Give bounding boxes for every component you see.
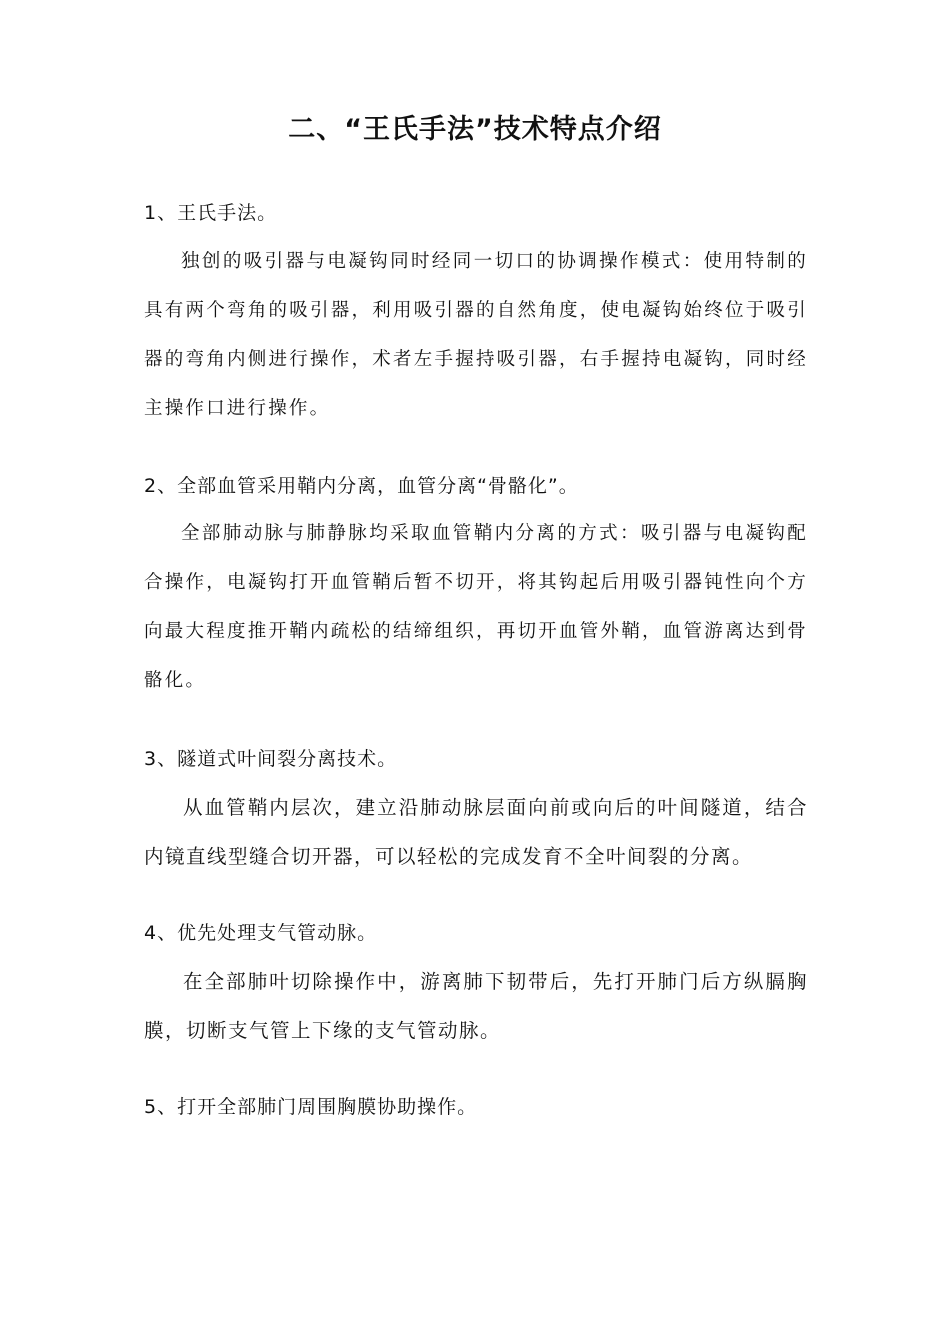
section-2-heading: 2、全部血管采用鞘内分离，血管分离“骨骼化”。 [144,475,579,497]
document-title: 二、“王氏手法”技术特点介绍 [288,114,662,145]
section-4-body: 在全部肺叶切除操作中，游离肺下韧带后，先打开肺门后方纵膈胸膜，切断支气管上下缘的支气管动脉。 [144,970,808,1042]
section-3-body: 从血管鞘内层次，建立沿肺动脉层面向前或向后的叶间隧道，结合内镜直线型缝合切开器，可以轻松的完成发育不全叶间裂的分离。 [144,796,808,868]
section-2-body: 全部肺动脉与肺静脉均采取血管鞘内分离的方式：吸引器与电凝钩配合操作，电凝钩打开血管鞘后暂不切开，将其钩起后用吸引器钝性向个方向最大程度推开鞘内疏松的结缔组织，再切开血管外鞘，血管游离达到骨骼化。 [144,523,808,691]
section-4-heading: 4、优先处理支气管动脉。 [144,922,378,944]
section-1-body: 独创的吸引器与电凝钩同时经同一切口的协调操作模式：使用特制的具有两个弯角的吸引器，利用吸引器的自然角度，使电凝钩始终位于吸引器的弯角内侧进行操作，术者左手握持吸引器，右手握持电凝钩，同时经主操作口进行操作。 [144,251,808,419]
section-5-heading: 5、打开全部肺门周围胸膜协助操作。 [144,1096,478,1118]
section-1-heading: 1、王氏手法。 [144,202,278,224]
section-3-heading: 3、隧道式叶间裂分离技术。 [144,748,398,770]
